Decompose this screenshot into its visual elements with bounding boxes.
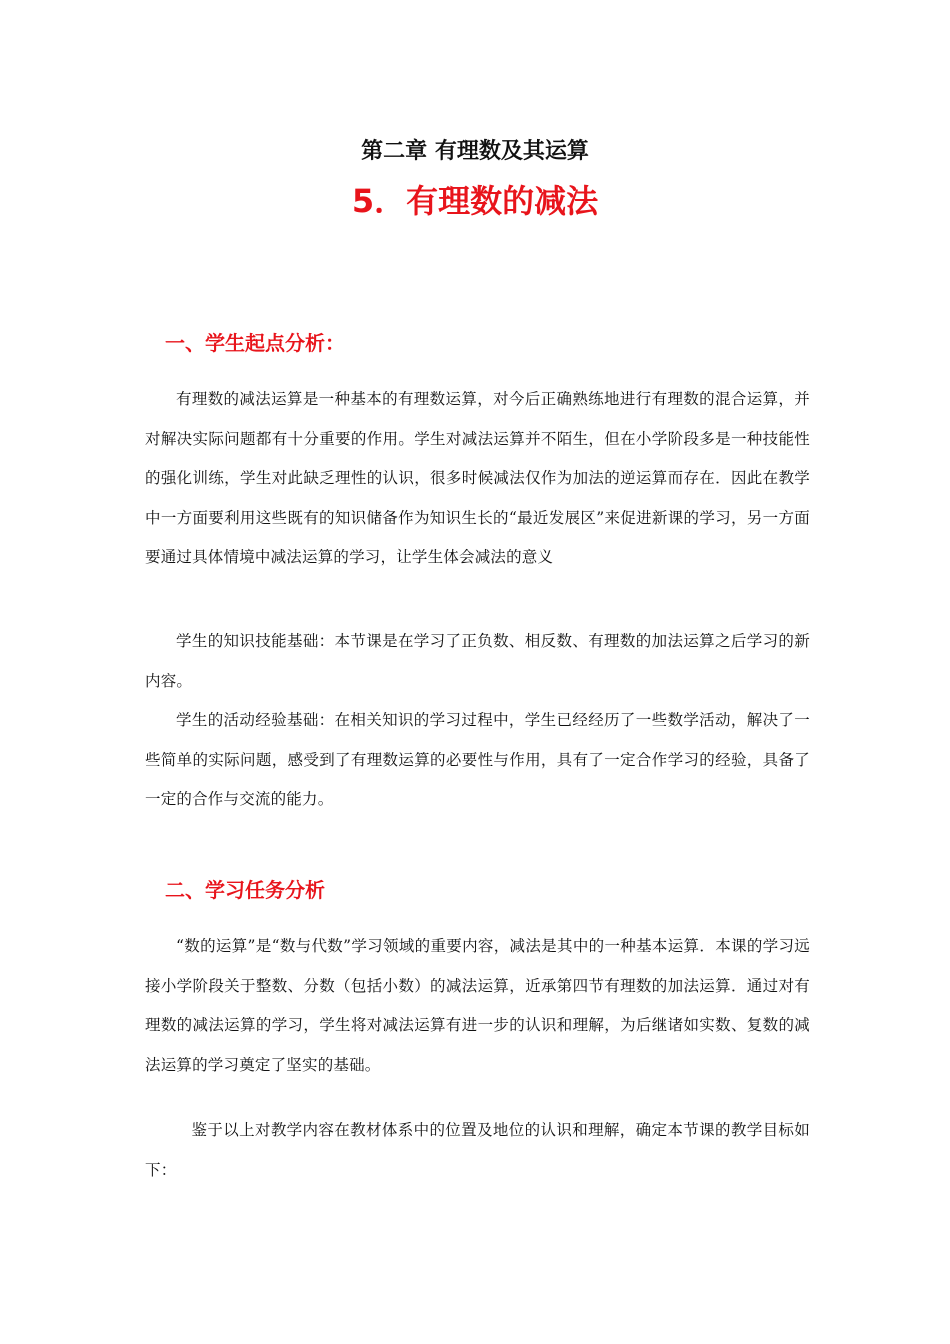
chapter-title: 第二章 有理数及其运算 bbox=[361, 139, 589, 164]
section1-paragraph-2: 学生的知识技能基础：本节课是在学习了正负数、相反数、有理数的加法运算之后学习的新内容。 bbox=[145, 632, 810, 690]
section1-heading: 一、学生起点分析： bbox=[165, 331, 345, 355]
section2-paragraph-2: 鉴于以上对教学内容在教材体系中的位置及地位的认识和理解，确定本节课的教学目标如下： bbox=[145, 1121, 810, 1179]
section1-paragraph-1: 有理数的减法运算是一种基本的有理数运算，对今后正确熟练地进行有理数的混合运算，并对解决实际问题都有十分重要的作用。学生对减法运算并不陌生，但在小学阶段多是一种技能性的强化训练，学生对此缺乏理性的认识，很多时候减法仅作为加法的逆运算而存在．因此在教学中一方面要利用这些既有的知识储备作为知识生长的“最近发展区”来促进新课的学习，另一方面要通过具体情境中减法运算的学习，让学生体会减法的意义 bbox=[145, 390, 810, 566]
lesson-title: 5．有理数的减法 bbox=[351, 182, 599, 220]
section1-paragraph-3: 学生的活动经验基础：在相关知识的学习过程中，学生已经经历了一些数学活动，解决了一些简单的实际问题，感受到了有理数运算的必要性与作用，具有了一定合作学习的经验，具备了一定的合作与交流的能力。 bbox=[145, 711, 810, 808]
section2-heading: 二、学习任务分析 bbox=[165, 878, 325, 902]
section2-paragraph-1: “数的运算”是“数与代数”学习领域的重要内容，减法是其中的一种基本运算．本课的学习远接小学阶段关于整数、分数（包括小数）的减法运算，近承第四节有理数的加法运算．通过对有理数的减法运算的学习，学生将对减法运算有进一步的认识和理解，为后继诸如实数、复数的减法运算的学习奠定了坚实的基础。 bbox=[145, 937, 810, 1074]
